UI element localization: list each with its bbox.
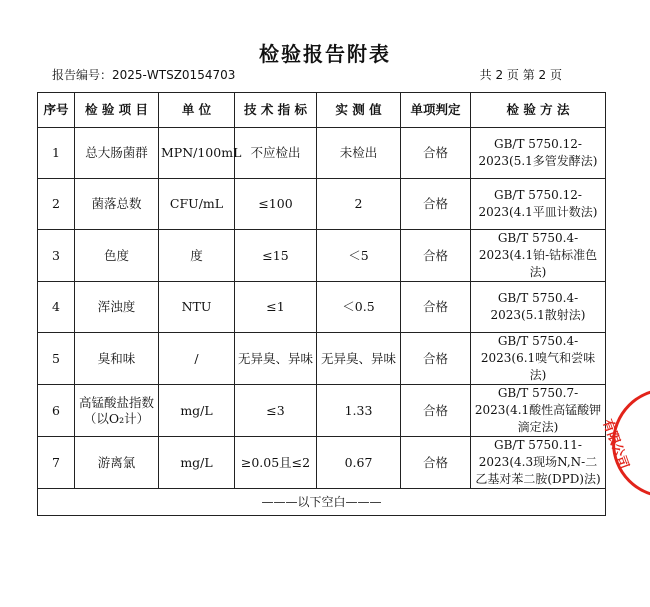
cell-method: GB/T 5750.11-2023(4.3现场N,N-二乙基对苯二胺(DPD)法) [471, 437, 606, 489]
cell-method: GB/T 5750.4-2023(6.1嗅气和尝味法) [471, 333, 606, 385]
table-row [38, 230, 606, 282]
cell-value: 无异臭、异味 [317, 333, 401, 385]
cell-unit: CFU/mL [159, 179, 235, 230]
cell-value: 1.33 [317, 385, 401, 437]
report-title: 检验报告附表 [259, 42, 391, 66]
cell-judge: 合格 [401, 128, 471, 179]
cell-no: 7 [38, 437, 75, 489]
table-row [38, 128, 606, 179]
cell-no: 2 [38, 179, 75, 230]
header-judge: 单项判定 [401, 93, 471, 128]
cell-no: 6 [38, 385, 75, 437]
cell-unit: MPN/100mL [159, 128, 235, 179]
cell-no: 5 [38, 333, 75, 385]
cell-item: 游离氯 [75, 437, 159, 489]
cell-unit: mg/L [159, 385, 235, 437]
cell-judge: 合格 [401, 333, 471, 385]
cell-value: 0.67 [317, 437, 401, 489]
header-no: 序号 [38, 93, 75, 128]
table-row [38, 282, 606, 333]
page-info: 共 2 页 第 2 页 [479, 68, 562, 82]
header-value: 实 测 值 [317, 93, 401, 128]
cell-value: ＜0.5 [317, 282, 401, 333]
table-row [38, 333, 606, 385]
cell-value: 2 [317, 179, 401, 230]
cell-method: GB/T 5750.12-2023(4.1平皿计数法) [471, 179, 606, 230]
cell-item: 总大肠菌群 [75, 128, 159, 179]
cell-method: GB/T 5750.4-2023(4.1铂-钴标准色法) [471, 230, 606, 282]
cell-judge: 合格 [401, 437, 471, 489]
blank-below-note: ———以下空白——— [38, 489, 606, 516]
cell-item: 浑浊度 [75, 282, 159, 333]
header-spec: 技 术 指 标 [235, 93, 317, 128]
table-header-row [38, 93, 606, 128]
table-row [38, 437, 606, 489]
header-method: 检 验 方 法 [471, 93, 606, 128]
cell-judge: 合格 [401, 385, 471, 437]
cell-spec: ≤3 [235, 385, 317, 437]
report-number [52, 66, 235, 83]
cell-no: 4 [38, 282, 75, 333]
report-number-value: 2025-WTSZ0154703 [112, 68, 236, 82]
cell-item: 高锰酸盐指数（以O₂计） [75, 385, 159, 437]
cell-spec: ≥0.05且≤2 [235, 437, 317, 489]
cell-item: 菌落总数 [75, 179, 159, 230]
header-unit: 单 位 [159, 93, 235, 128]
cell-unit: mg/L [159, 437, 235, 489]
cell-spec: ≤15 [235, 230, 317, 282]
cell-unit: 度 [159, 230, 235, 282]
cell-item: 臭和味 [75, 333, 159, 385]
header-item: 检 验 项 目 [75, 93, 159, 128]
cell-unit: / [159, 333, 235, 385]
cell-value: 未检出 [317, 128, 401, 179]
table-footer-row [38, 489, 606, 516]
cell-spec: 不应检出 [235, 128, 317, 179]
cell-spec: ≤100 [235, 179, 317, 230]
cell-method: GB/T 5750.4-2023(5.1散射法) [471, 282, 606, 333]
cell-item: 色度 [75, 230, 159, 282]
cell-method: GB/T 5750.7-2023(4.1酸性高锰酸钾滴定法) [471, 385, 606, 437]
table-row [38, 385, 606, 437]
cell-no: 1 [38, 128, 75, 179]
company-seal-text: 有限公司 [599, 417, 632, 472]
cell-judge: 合格 [401, 282, 471, 333]
cell-value: ＜5 [317, 230, 401, 282]
table-row [38, 179, 606, 230]
results-table [37, 92, 606, 516]
cell-judge: 合格 [401, 179, 471, 230]
cell-spec: 无异臭、异味 [235, 333, 317, 385]
cell-spec: ≤1 [235, 282, 317, 333]
cell-judge: 合格 [401, 230, 471, 282]
cell-unit: NTU [159, 282, 235, 333]
cell-no: 3 [38, 230, 75, 282]
cell-method: GB/T 5750.12-2023(5.1多管发酵法) [471, 128, 606, 179]
report-number-label: 报告编号： [52, 68, 113, 82]
